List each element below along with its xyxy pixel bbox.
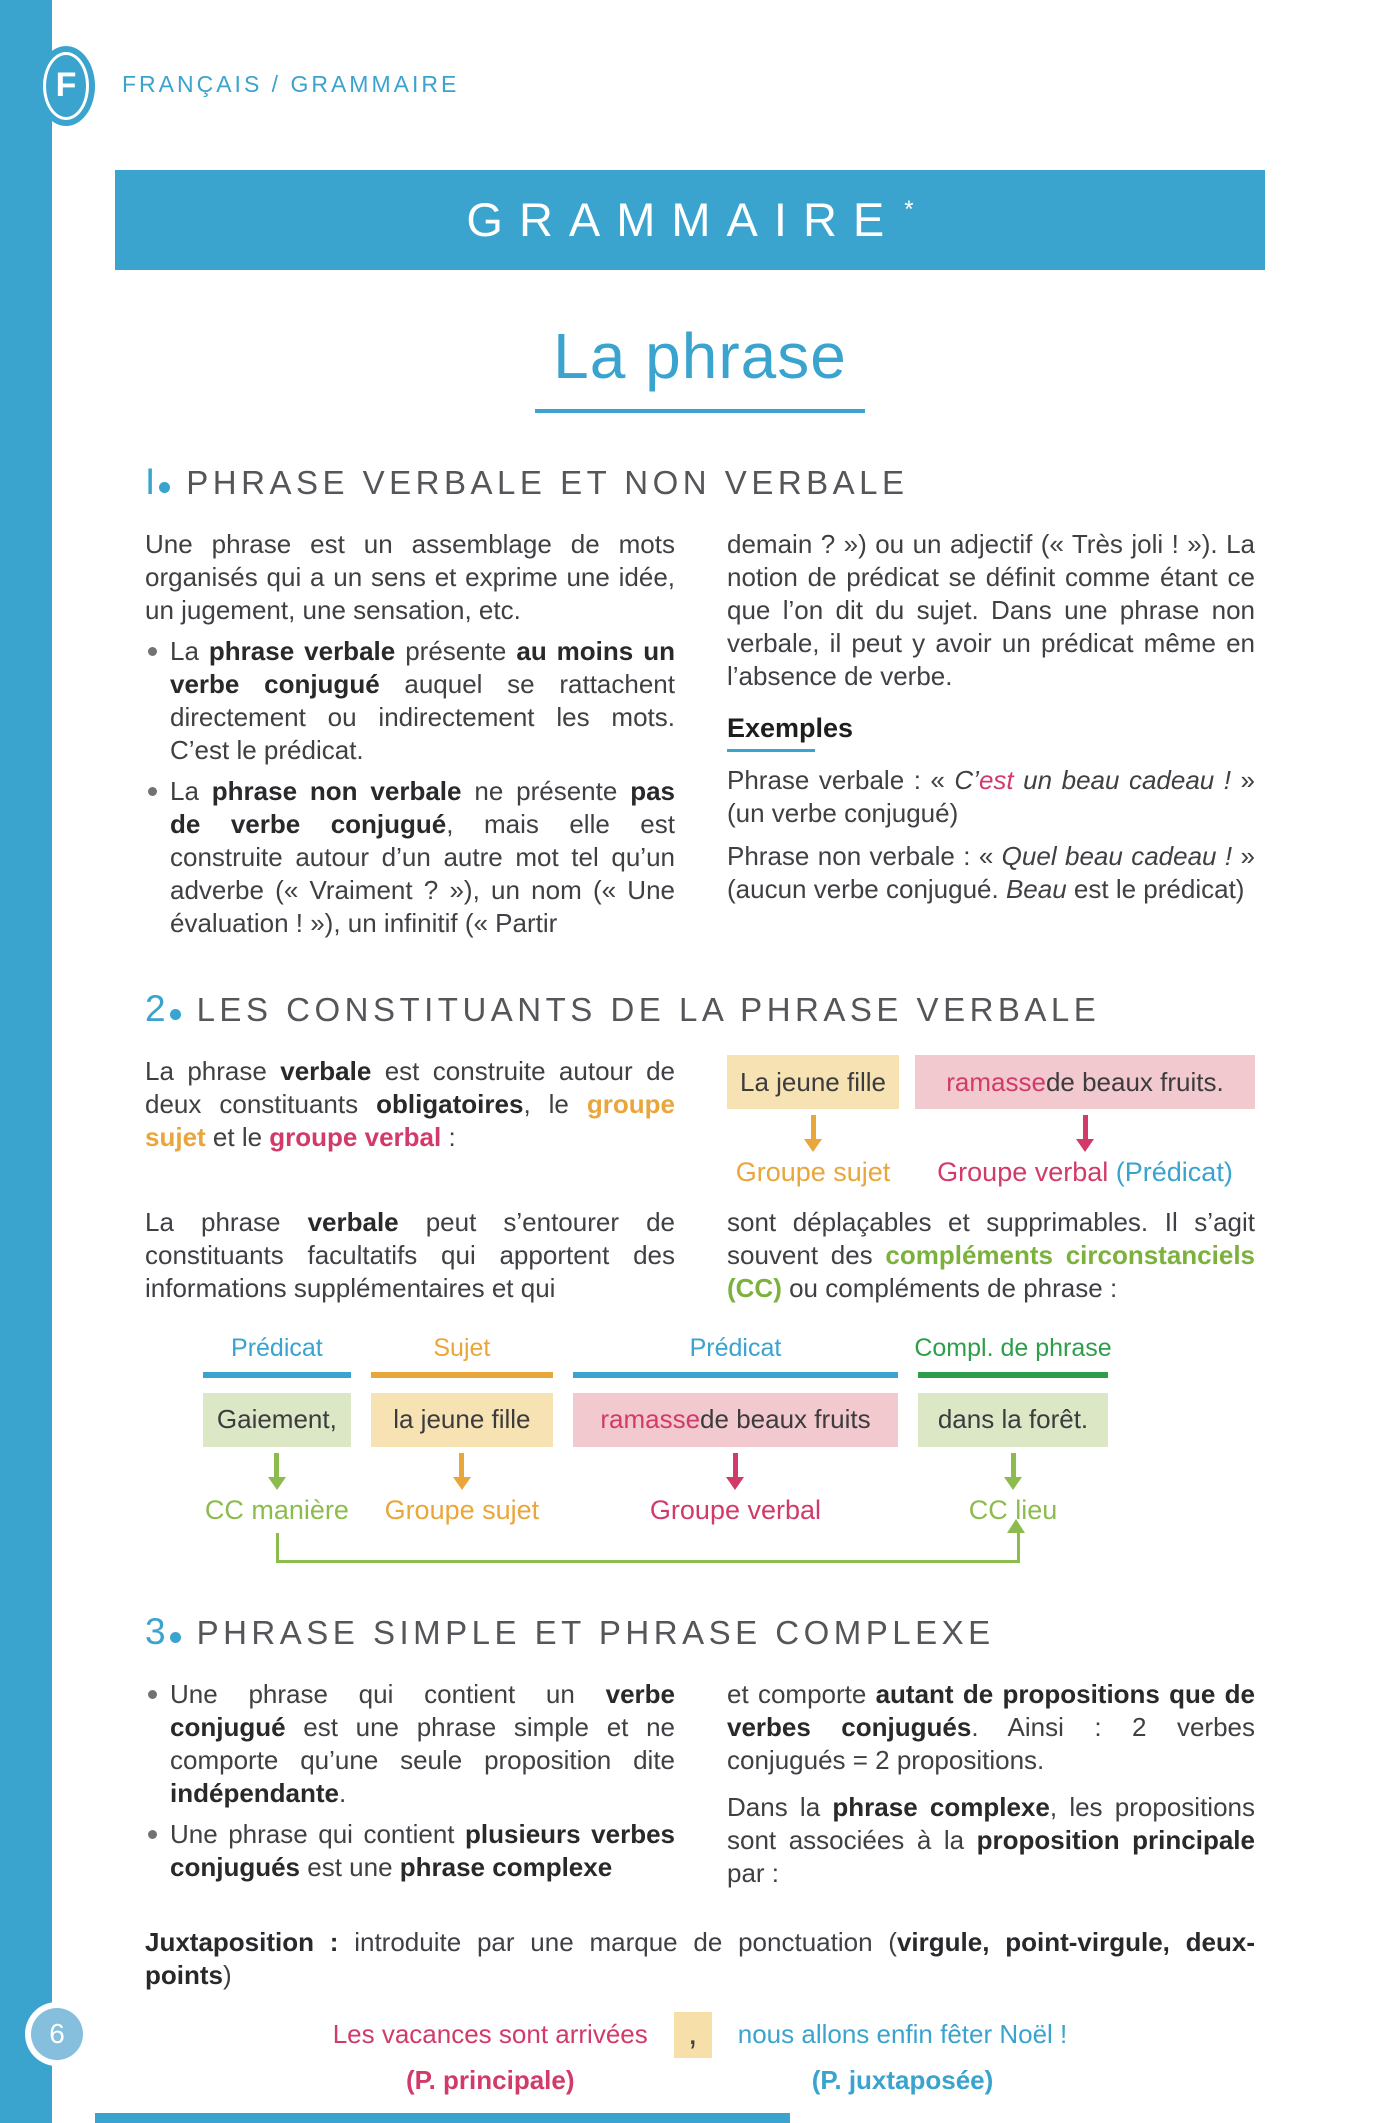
examples-underline: [727, 749, 815, 752]
page-content: [0, 170, 1400, 2097]
arrow-down-icon: [274, 1453, 279, 1479]
diagram-column-groupe-verbal: [573, 1333, 898, 1527]
column-header: Compl. de phrase: [914, 1333, 1112, 1362]
section-3-continuation: et comporte autant de propositions que de verbes conjugués. Ainsi : 2 verbes conjugués = 2 propositions.: [727, 1678, 1255, 1775]
subject-group-box: La jeune fille: [727, 1055, 899, 1109]
section-dot-icon: [159, 482, 170, 493]
column-box: la jeune fille: [371, 1393, 553, 1447]
verb-group-box: ramasse de beaux fruits.: [915, 1055, 1255, 1109]
example-non-verbal: Phrase non verbale : « Quel beau cadeau ! » (aucun verbe conjugué. Beau est le prédicat): [727, 840, 1255, 904]
column-box: ramasse de beaux fruits: [573, 1393, 898, 1447]
section-number: I: [145, 461, 156, 503]
section-dot-icon: [170, 1009, 181, 1020]
list-item: Une phrase qui contient plusieurs verbes conjugués est une phrase complexe: [145, 1818, 675, 1884]
title-underline: [535, 409, 865, 413]
subject-letter: F: [46, 55, 86, 117]
section-number: 2: [145, 988, 166, 1030]
bottom-accent-bar: [95, 2113, 790, 2123]
diagram-column-cc-maniere: [203, 1333, 351, 1527]
section-1-intro: Une phrase est un assemblage de mots organisés qui a un sens et exprime une idée, un jugement, une sensation, etc.: [145, 529, 675, 626]
subject-group-label: Groupe sujet: [735, 1157, 891, 1188]
column-bar: [573, 1372, 898, 1378]
main-clause: Les vacances sont arrivées: [332, 2019, 648, 2050]
section-2-paragraph: sont déplaçables et supprimables. Il s’agit souvent des compléments circonstanciels (CC) ou compléments de phrase :: [727, 1206, 1256, 1303]
comma-highlight: ,: [674, 2012, 712, 2058]
examples-label: Exemples: [727, 713, 854, 744]
section-1-columns: [145, 528, 1255, 940]
section-2-paragraph: La phrase verbale peut s’entourer de constituants facultatifs qui apportent des informations supplémentaires et qui: [145, 1206, 675, 1303]
section-1-bullets: [145, 635, 675, 940]
section-3-heading: [145, 1609, 1255, 1656]
juxtaposed-clause: nous allons enfin fêter Noël !: [737, 2019, 1068, 2050]
section-2-heading: [145, 986, 1255, 1033]
column-bar: [203, 1372, 351, 1378]
section-title: PHRASE VERBALE ET NON VERBALE: [186, 464, 909, 502]
list-item: Une phrase qui contient un verbe conjugué est une phrase simple et ne comporte qu’une seule proposition dite indépendante.: [145, 1678, 675, 1810]
section-number: 3: [145, 1610, 166, 1652]
page-number: 6: [31, 2008, 83, 2060]
column-box: Gaiement,: [203, 1393, 351, 1447]
diagram-column-cc-lieu: [914, 1333, 1112, 1527]
banner-asterisk: *: [904, 195, 914, 223]
column-bar: [918, 1372, 1108, 1378]
example-verbal: Phrase verbale : « C’est un beau cadeau ! » (un verbe conjugué): [727, 764, 1255, 828]
subject-logo-icon: [37, 46, 95, 126]
list-item: La phrase non verbale ne présente pas de verbe conjugué, mais elle est construite autour d’un autre mot tel qu’un adverbe (« Vraiment ? »), un nom (« Une évaluation ! »), un infinitif (« Partir: [145, 775, 675, 940]
section-title: PHRASE SIMPLE ET PHRASE COMPLEXE: [196, 1613, 995, 1651]
column-header: Prédicat: [689, 1333, 782, 1362]
juxtaposed-clause-label: (P. juxtaposée): [811, 2064, 994, 2095]
sentence-analysis-diagram: [203, 1333, 1112, 1563]
column-label: CC manière: [204, 1494, 349, 1525]
list-item: La phrase verbale présente au moins un verbe conjugué auquel se rattachent directement ou indirectement les mots. C’est le prédicat.: [145, 635, 675, 767]
chapter-banner: [115, 170, 1265, 270]
section-title: LES CONSTITUANTS DE LA PHRASE VERBALE: [196, 991, 1101, 1029]
section-1-heading: [145, 459, 1255, 506]
bracket-connector: [276, 1533, 1020, 1563]
constituents-diagram: [727, 1055, 1255, 1189]
section-3-columns: [145, 1678, 1255, 1890]
section-2-paragraph: La phrase verbale est construite autour de deux constituants obligatoires, le groupe sujet et le groupe verbal :: [145, 1056, 675, 1153]
section-1-continuation: demain ? ») ou un adjectif (« Très joli ! »). La notion de prédicat se définit comme étant ce que l’on dit du sujet. Dans une phrase non verbale, il peut y avoir un prédicat même en l’absence de verbe.: [727, 529, 1255, 692]
section-2-row-2: [145, 1206, 1255, 1305]
verb-group-label: Groupe verbal (Prédicat): [937, 1157, 1233, 1188]
section-dot-icon: [170, 1632, 181, 1643]
arrow-down-icon: [459, 1453, 464, 1479]
banner-title: GRAMMAIRE: [466, 193, 901, 247]
section-2-row-1: [145, 1055, 1255, 1189]
column-label: Groupe sujet: [384, 1494, 540, 1525]
column-bar: [371, 1372, 553, 1378]
juxtaposition-example: [145, 2012, 1255, 2097]
diagram-column-groupe-sujet: [371, 1333, 553, 1527]
column-header: Sujet: [433, 1333, 491, 1362]
column-label: CC lieu: [968, 1494, 1058, 1525]
column-label: Groupe verbal: [649, 1494, 822, 1525]
left-color-strip: [0, 0, 52, 2123]
section-3-bullets: [145, 1678, 675, 1884]
arrow-down-icon: [811, 1115, 816, 1141]
page-number-badge: [25, 2002, 89, 2066]
main-clause-label: (P. principale): [405, 2064, 575, 2095]
arrow-down-icon: [733, 1453, 738, 1479]
juxtaposition-definition: Juxtaposition : introduite par une marque de ponctuation (virgule, point-virgule, deux-points): [145, 1926, 1255, 1990]
subject-header: FRANÇAIS / GRAMMAIRE: [122, 71, 460, 97]
section-3-paragraph: Dans la phrase complexe, les propositions sont associées à la proposition principale par :: [727, 1791, 1255, 1888]
arrow-down-icon: [1011, 1453, 1016, 1479]
column-header: Prédicat: [231, 1333, 323, 1362]
arrow-down-icon: [1083, 1115, 1088, 1141]
column-box: dans la forêt.: [918, 1393, 1108, 1447]
page-title: La phrase: [553, 320, 847, 392]
